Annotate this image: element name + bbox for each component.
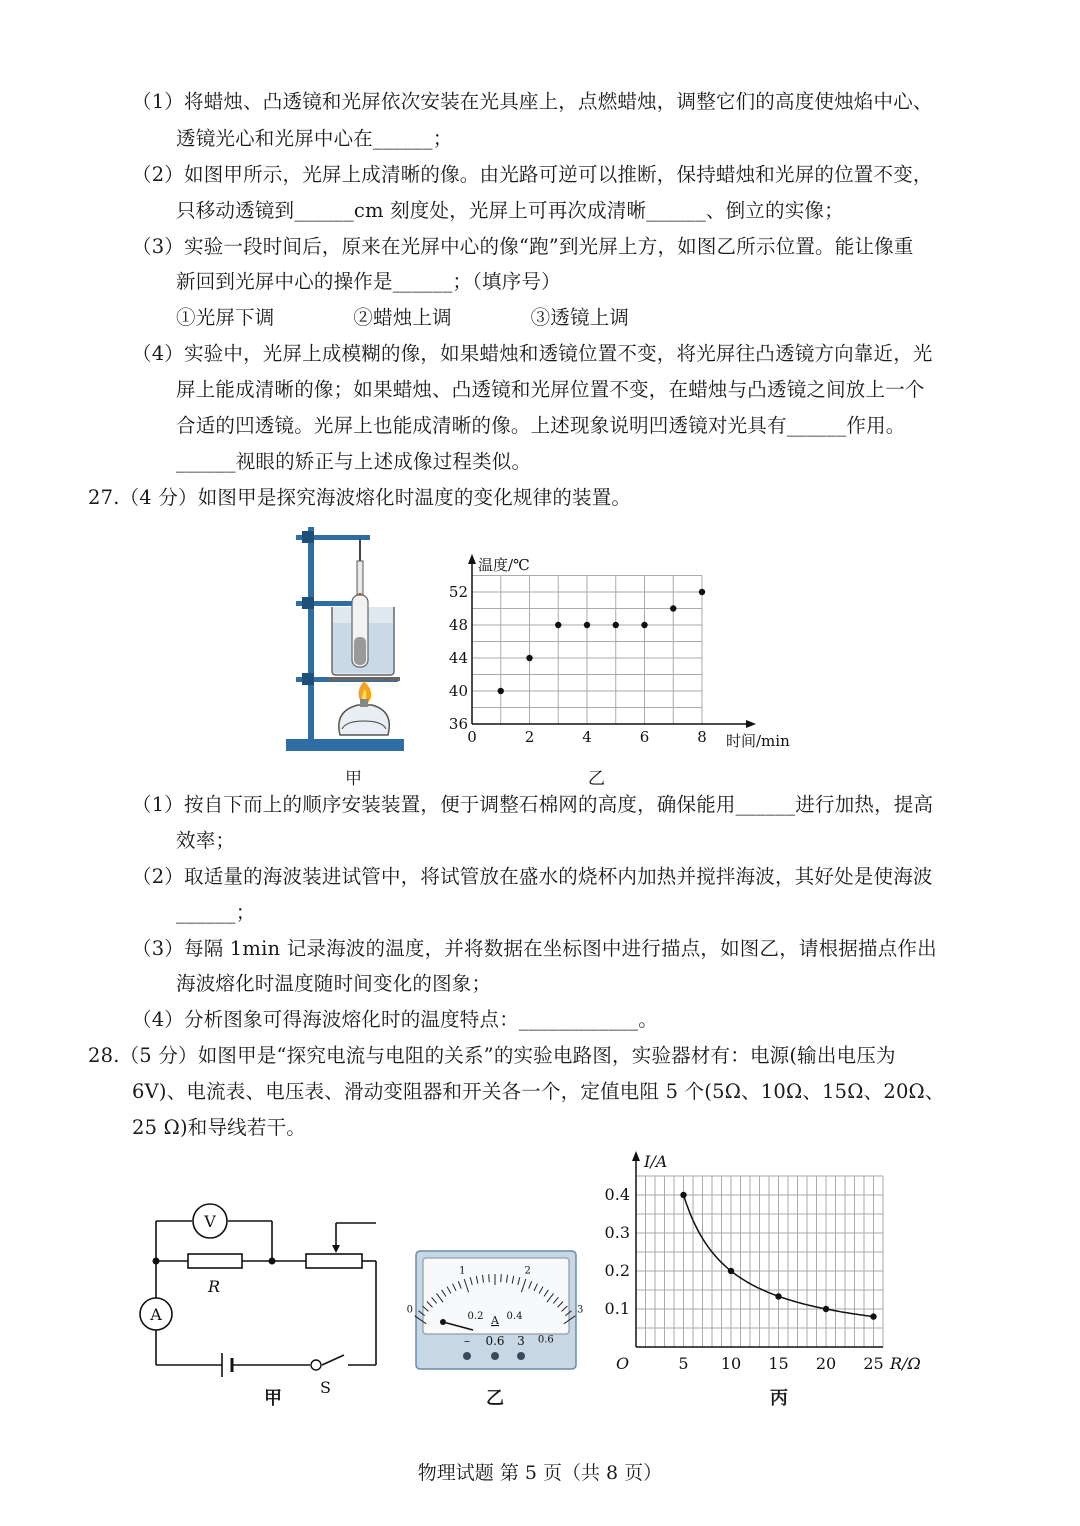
alcohol-lamp [339,705,389,735]
dial-label-bottom: 0.4 [506,1311,523,1323]
x-axis-arrow [746,720,756,728]
gauze [328,677,400,681]
q27-line-1: （1）按自下而上的顺序安装装置，便于调整石棉网的高度，确保能用______进行加热，提高 [132,793,934,816]
q26-line-3: （2）如图甲所示，光屏上成清晰的像。由光路可逆可以推断，保持蜡烛和光屏的位置不变， [132,163,933,186]
q26-options: ①光屏下调 ②蜡烛上调 ③透镜上调 [176,306,630,329]
fig27-caption-yi: 乙 [588,769,605,789]
data-point [555,622,561,628]
terminal-3 [517,1352,525,1360]
x-tick-label: 10 [720,1354,742,1373]
origin-label: O [616,1354,630,1373]
q27-line-5: （3）每隔 1min 记录海波的温度，并将数据在坐标图中进行描点，如图乙，请根据描点作出 [132,937,937,960]
y-tick-label: 36 [448,715,468,733]
data-point [823,1306,829,1312]
dial-label-top: 1 [459,1265,466,1277]
x-tick-label: 2 [524,728,535,746]
ammeter-label: A [150,1305,162,1324]
y-tick-label: 0.3 [604,1223,630,1242]
switch-pivot [311,1360,321,1370]
dial-tick [501,1274,502,1282]
q26-line-8: （4）实验中，光屏上成模糊的像，如果蜡烛和透镜位置不变，将光屏往凸透镜方向靠近，光 [132,342,933,365]
page-footer: 物理试题 第 5 页（共 8 页） [417,1462,663,1484]
q27-line-2: 效率； [176,829,236,852]
q26-line-11: ______视眼的矫正与上述成像过程类似。 [176,450,532,473]
y-tick-label: 52 [448,583,468,601]
y-tick-label: 48 [448,616,468,634]
q27-line-7: （4）分析图象可得海波熔化时的温度特点：____________。 [132,1008,659,1031]
fig28-ammeter-dial [406,1250,584,1370]
fig27-apparatus [282,515,412,760]
meter-unit: A [491,1314,499,1327]
resistor-label: R [208,1277,221,1296]
dial-label-bottom: 0.6 [537,1334,554,1346]
q26-line-2: 透镜光心和光屏中心在______； [176,127,453,150]
x-tick-label: 0 [467,728,477,746]
y-axis-arrow [468,554,476,564]
meter-term-06: 0.6 [485,1334,505,1348]
resistor-R [188,1254,242,1268]
data-point [641,622,647,628]
fig28-circuit [130,1195,410,1395]
q26-line-6: 新回到光屏中心的操作是______；（填序号） [176,270,561,293]
data-point [728,1268,734,1274]
x-tick-label: 5 [678,1354,689,1373]
q27-line-6: 海波熔化时温度随时间变化的图象； [176,972,492,995]
terminal-neg [463,1352,471,1360]
fig27-temperature-chart [440,548,810,758]
voltmeter-label: V [204,1212,216,1231]
q27-header: 27.（4 分）如图甲是探究海波熔化时温度的变化规律的装置。 [88,486,632,509]
x-tick-label: 8 [697,728,707,746]
data-point [613,622,619,628]
fig28-current-resistance-chart [600,1145,945,1380]
y-tick-label: 0.4 [604,1185,630,1204]
data-point [680,1192,686,1198]
y-axis-label: 温度/℃ [478,556,530,574]
x-tick-label: 20 [815,1354,837,1373]
dial-label-bottom: 0.2 [467,1311,484,1323]
terminal-06 [491,1352,499,1360]
dial-tick [489,1274,490,1282]
data-point [526,655,532,661]
q28-line-3: 25 Ω)和导线若干。 [132,1116,306,1139]
x-tick-label: 25 [863,1354,884,1373]
x-tick-label: 15 [768,1354,789,1373]
stand-rod [308,527,314,741]
q27-line-3: （2）取适量的海波装进试管中，将试管放在盛水的烧杯内加热并搅拌海波，其好处是使海波 [132,865,933,888]
y-tick-label: 40 [448,682,468,700]
q26-line-5: （3）实验一段时间后，原来在光屏中心的像“跑”到光屏上方，如图乙所示位置。能让像重 [132,235,914,258]
dial-label-top: 0 [406,1304,413,1316]
q26-line-9: 屏上能成清晰的像；如果蜡烛、凸透镜和光屏位置不变，在蜡烛与凸透镜之间放上一个 [176,378,925,401]
switch-label: S [320,1378,331,1397]
y-tick-label: 0.2 [604,1261,630,1280]
dial-label-top: 3 [577,1304,584,1316]
y-axis-arrow [632,1151,640,1161]
fig28-caption-bing: 丙 [770,1388,788,1409]
data-point [670,605,676,611]
data-point [584,622,590,628]
data-point [498,688,504,694]
data-point [699,589,705,595]
q26-line-1: （1）将蜡烛、凸透镜和光屏依次安装在光具座上，点燃蜡烛，调整它们的高度使烛焰中心、 [132,90,933,113]
q26-line-10: 合适的凹透镜。光屏上也能成清晰的像。上述现象说明凹透镜对光具有______作用。 [176,414,906,437]
dial-label-top: 2 [524,1265,531,1277]
fig28-caption-jia: 甲 [264,1388,282,1409]
meter-term-3: 3 [517,1334,525,1348]
y-axis-label: I/A [644,1152,668,1171]
x-tick-label: 6 [639,728,650,746]
fig28-caption-yi: 乙 [486,1388,504,1409]
q28-line-1: 28.（5 分）如图甲是“探究电流与电阻的关系”的实验电路图，实验器材有：电源(输出电压为 [88,1044,896,1067]
stand-base [286,739,404,751]
y-tick-label: 44 [448,649,468,667]
x-tick-label: 4 [582,728,592,746]
x-axis-label: R/Ω [890,1354,921,1373]
x-axis-label: 时间/min [726,732,790,750]
q28-line-2: 6V)、电流表、电压表、滑动变阻器和开关各一个，定值电阻 5 个(5Ω、10Ω、15Ω、20Ω、 [132,1080,945,1103]
rheostat [306,1254,362,1268]
meter-term-neg: – [464,1334,470,1348]
y-tick-label: 0.1 [604,1299,630,1318]
q27-line-4: ______； [176,901,256,924]
fig27-caption-jia: 甲 [345,769,362,789]
data-point [870,1313,876,1319]
q26-line-4: 只移动透镜到______cm 刻度处，光屏上可再次成清晰______、倒立的实像； [176,199,844,222]
data-point [775,1293,781,1299]
